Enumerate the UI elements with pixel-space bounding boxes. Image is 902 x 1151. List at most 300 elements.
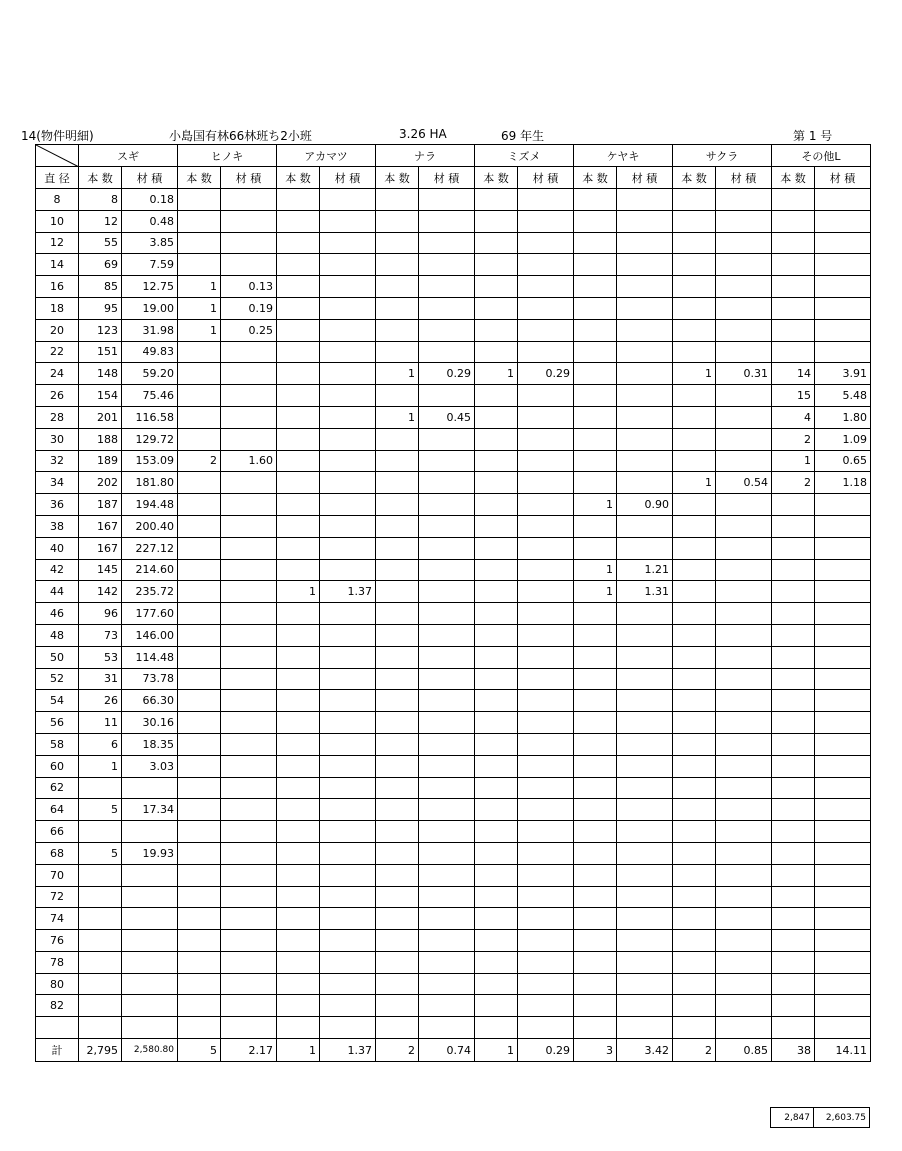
volume-cell [122,1017,178,1039]
count-cell [772,668,815,690]
volume-cell [122,995,178,1017]
count-cell [772,733,815,755]
volume-cell [716,690,772,712]
volume-cell [419,210,475,232]
total-volume-cell: 0.29 [518,1039,574,1062]
volume-cell [221,755,277,777]
count-cell: 2 [178,450,221,472]
count-cell [376,319,419,341]
volume-cell [617,603,673,625]
volume-cell: 0.18 [122,189,178,211]
volume-cell [617,385,673,407]
volume-cell [419,908,475,930]
volume-header: 材 積 [419,167,475,189]
count-cell [673,297,716,319]
volume-cell [815,930,871,952]
count-cell: 5 [79,799,122,821]
count-cell [277,864,320,886]
volume-cell [122,951,178,973]
count-cell [673,341,716,363]
diagonal-corner-cell [36,145,79,167]
volume-cell [320,624,376,646]
count-cell [574,995,617,1017]
volume-cell [518,733,574,755]
volume-cell [815,995,871,1017]
count-cell [475,733,518,755]
total-volume-cell: 2,580.80 [122,1039,178,1062]
volume-cell [221,472,277,494]
count-cell: 1 [277,581,320,603]
count-cell [277,603,320,625]
count-cell [574,603,617,625]
count-cell: 1 [376,363,419,385]
diameter-cell: 24 [36,363,79,385]
volume-cell [617,646,673,668]
volume-cell [221,995,277,1017]
volume-cell: 116.58 [122,406,178,428]
table-row [36,668,871,690]
volume-cell [518,690,574,712]
count-cell [178,733,221,755]
volume-cell: 1.60 [221,450,277,472]
grand-total-box [770,1107,870,1128]
diameter-cell: 52 [36,668,79,690]
count-cell: 4 [772,406,815,428]
volume-cell: 12.75 [122,276,178,298]
table-row [36,603,871,625]
volume-cell [320,973,376,995]
table-row [36,842,871,864]
count-cell [673,886,716,908]
volume-cell: 177.60 [122,603,178,625]
column-subheader-row [36,167,871,189]
volume-cell [518,821,574,843]
volume-cell: 1.31 [617,581,673,603]
count-cell [376,908,419,930]
volume-cell [518,189,574,211]
volume-cell [716,210,772,232]
volume-cell [716,450,772,472]
volume-cell [320,799,376,821]
volume-cell [320,406,376,428]
volume-cell: 200.40 [122,515,178,537]
count-cell: 167 [79,537,122,559]
volume-cell: 0.54 [716,472,772,494]
volume-cell [815,821,871,843]
count-cell [178,559,221,581]
count-cell [574,1017,617,1039]
count-cell [376,1017,419,1039]
sheet-number: 第 1 号 [793,129,833,143]
total-volume-cell: 0.85 [716,1039,772,1062]
volume-cell [221,1017,277,1039]
count-cell [475,821,518,843]
volume-cell [815,799,871,821]
count-cell: 201 [79,406,122,428]
count-cell [673,842,716,864]
count-cell [178,232,221,254]
count-cell [673,799,716,821]
volume-cell [716,537,772,559]
count-cell: 1 [772,450,815,472]
volume-cell [221,232,277,254]
count-cell [475,864,518,886]
count-header: 本 数 [178,167,221,189]
count-cell [475,930,518,952]
count-cell [574,254,617,276]
table-row [36,297,871,319]
count-cell [277,908,320,930]
table-row [36,690,871,712]
volume-cell [419,712,475,734]
table-row [36,537,871,559]
count-cell [277,319,320,341]
count-cell [178,363,221,385]
count-cell [178,821,221,843]
volume-cell [320,712,376,734]
volume-cell [518,886,574,908]
count-cell [178,842,221,864]
count-cell [673,951,716,973]
volume-cell [617,189,673,211]
volume-cell [617,624,673,646]
volume-cell [320,1017,376,1039]
volume-cell [320,842,376,864]
count-cell: 1 [574,494,617,516]
count-cell: 154 [79,385,122,407]
volume-cell [419,472,475,494]
volume-cell [320,559,376,581]
volume-cell: 227.12 [122,537,178,559]
count-cell [772,951,815,973]
volume-cell [122,777,178,799]
volume-cell [617,472,673,494]
volume-cell [320,668,376,690]
volume-cell [617,450,673,472]
table-row [36,821,871,843]
count-cell [475,319,518,341]
count-cell [772,886,815,908]
volume-cell [716,930,772,952]
volume-cell [815,668,871,690]
volume-cell: 30.16 [122,712,178,734]
count-cell [376,864,419,886]
table-row [36,385,871,407]
volume-cell [617,951,673,973]
volume-cell [419,624,475,646]
volume-cell [419,951,475,973]
volume-cell [320,537,376,559]
volume-cell [617,973,673,995]
count-cell [475,559,518,581]
volume-cell [221,930,277,952]
count-cell [178,646,221,668]
count-cell [673,494,716,516]
volume-cell [716,777,772,799]
count-cell [475,995,518,1017]
volume-cell [617,537,673,559]
count-cell: 189 [79,450,122,472]
volume-cell [617,341,673,363]
count-cell [277,232,320,254]
volume-cell [617,821,673,843]
volume-cell [320,995,376,1017]
diameter-cell: 44 [36,581,79,603]
count-cell [376,494,419,516]
volume-cell [320,515,376,537]
count-cell [277,646,320,668]
count-cell [79,951,122,973]
volume-cell: 0.45 [419,406,475,428]
volume-cell: 1.21 [617,559,673,581]
volume-cell [320,494,376,516]
volume-cell [716,276,772,298]
volume-cell: 146.00 [122,624,178,646]
count-cell [475,406,518,428]
count-cell [277,254,320,276]
count-cell [376,254,419,276]
volume-cell [221,821,277,843]
volume-cell [518,515,574,537]
count-cell [277,668,320,690]
count-cell [673,385,716,407]
count-cell: 14 [772,363,815,385]
volume-cell: 0.29 [518,363,574,385]
count-cell [277,494,320,516]
count-cell: 31 [79,668,122,690]
volume-cell: 153.09 [122,450,178,472]
volume-cell [716,559,772,581]
count-cell [178,341,221,363]
count-cell: 53 [79,646,122,668]
volume-cell [320,319,376,341]
volume-cell [617,276,673,298]
count-cell [475,232,518,254]
volume-cell [518,842,574,864]
diameter-cell: 68 [36,842,79,864]
volume-cell [221,712,277,734]
count-cell: 11 [79,712,122,734]
count-cell [178,385,221,407]
volume-cell [419,276,475,298]
count-cell [772,646,815,668]
count-cell [277,297,320,319]
volume-cell [419,537,475,559]
volume-cell [320,777,376,799]
volume-cell: 129.72 [122,428,178,450]
volume-cell: 0.13 [221,276,277,298]
volume-cell [419,930,475,952]
volume-cell [716,995,772,1017]
volume-cell [716,668,772,690]
volume-cell [320,232,376,254]
volume-cell [320,690,376,712]
volume-cell: 0.31 [716,363,772,385]
volume-cell [716,842,772,864]
count-cell [574,733,617,755]
volume-cell [419,733,475,755]
count-cell [178,690,221,712]
volume-cell [518,930,574,952]
volume-cell [320,189,376,211]
volume-cell [617,515,673,537]
volume-cell [518,755,574,777]
diameter-cell: 56 [36,712,79,734]
count-cell [277,842,320,864]
count-cell [376,777,419,799]
volume-cell [419,886,475,908]
volume-cell [518,276,574,298]
age-label: 69 年生 [501,129,545,143]
volume-cell: 3.91 [815,363,871,385]
count-cell [277,406,320,428]
count-cell [475,276,518,298]
volume-cell [122,973,178,995]
volume-cell [716,254,772,276]
table-row [36,406,871,428]
table-row [36,428,871,450]
count-cell [475,472,518,494]
volume-header: 材 積 [716,167,772,189]
volume-cell [221,603,277,625]
volume-cell [320,385,376,407]
count-cell: 151 [79,341,122,363]
volume-cell [815,777,871,799]
count-cell [673,450,716,472]
count-cell [475,450,518,472]
volume-cell [815,864,871,886]
count-cell [376,690,419,712]
volume-cell [815,341,871,363]
table-row [36,472,871,494]
volume-cell [320,908,376,930]
count-cell [79,908,122,930]
volume-cell [518,254,574,276]
diameter-cell [36,1017,79,1039]
volume-cell: 0.48 [122,210,178,232]
volume-cell [518,450,574,472]
count-cell [475,973,518,995]
species-header: ミズメ [475,145,574,167]
volume-cell [419,995,475,1017]
volume-cell [221,646,277,668]
count-cell: 12 [79,210,122,232]
count-cell [673,537,716,559]
volume-cell [320,951,376,973]
volume-cell [716,712,772,734]
count-cell [277,515,320,537]
table-row [36,733,871,755]
count-cell [277,210,320,232]
diameter-cell: 62 [36,777,79,799]
count-cell [574,690,617,712]
count-cell [772,515,815,537]
volume-cell: 1.09 [815,428,871,450]
volume-cell [221,254,277,276]
volume-cell [617,297,673,319]
diameter-cell: 12 [36,232,79,254]
count-cell: 26 [79,690,122,712]
count-cell [475,385,518,407]
volume-cell [617,886,673,908]
count-cell [376,537,419,559]
volume-cell [518,712,574,734]
species-header: ヒノキ [178,145,277,167]
count-cell [376,995,419,1017]
count-cell [475,341,518,363]
count-cell: 1 [673,472,716,494]
count-cell [673,1017,716,1039]
count-cell: 1 [673,363,716,385]
count-cell [79,864,122,886]
count-cell [475,755,518,777]
count-cell [277,189,320,211]
count-cell [772,690,815,712]
table-row [36,341,871,363]
count-cell [178,472,221,494]
count-cell [178,603,221,625]
volume-cell [617,232,673,254]
diameter-cell: 28 [36,406,79,428]
count-cell [574,842,617,864]
volume-cell [617,733,673,755]
volume-cell [122,821,178,843]
total-count-cell: 5 [178,1039,221,1062]
count-cell [376,712,419,734]
diameter-cell: 54 [36,690,79,712]
count-cell [178,712,221,734]
volume-cell [221,973,277,995]
count-cell [673,189,716,211]
species-header: スギ [79,145,178,167]
volume-cell [716,406,772,428]
count-cell: 73 [79,624,122,646]
diameter-cell: 38 [36,515,79,537]
count-cell [772,908,815,930]
count-cell [772,930,815,952]
volume-cell [716,733,772,755]
volume-cell [716,886,772,908]
table-row [36,973,871,995]
count-cell [772,232,815,254]
volume-cell [419,494,475,516]
volume-cell [320,210,376,232]
volume-cell [122,886,178,908]
volume-cell [419,973,475,995]
volume-cell [518,777,574,799]
count-cell [376,276,419,298]
volume-cell [518,581,574,603]
count-cell [574,276,617,298]
count-cell [178,428,221,450]
volume-cell: 1.37 [320,581,376,603]
volume-cell [518,603,574,625]
volume-cell [518,908,574,930]
volume-cell [221,668,277,690]
table-row [36,276,871,298]
count-cell [376,646,419,668]
count-cell [178,515,221,537]
total-volume-cell: 1.37 [320,1039,376,1062]
count-cell [376,515,419,537]
diameter-cell: 82 [36,995,79,1017]
volume-cell [815,624,871,646]
volume-cell [518,297,574,319]
count-cell [475,581,518,603]
count-cell [475,494,518,516]
volume-cell [419,864,475,886]
diameter-cell: 34 [36,472,79,494]
